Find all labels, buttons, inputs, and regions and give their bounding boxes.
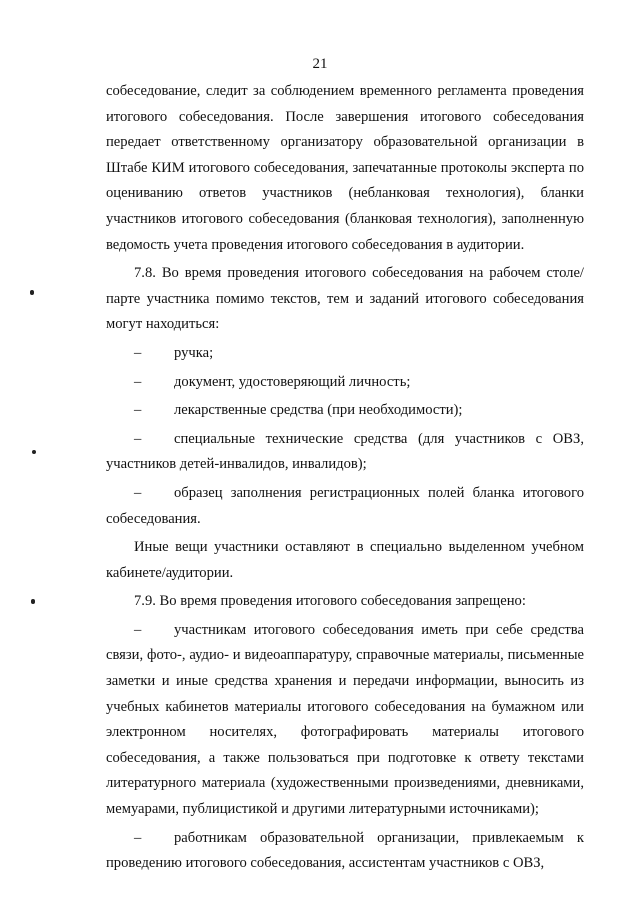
dash-bullet: –	[134, 430, 142, 447]
paragraph-continuation: собеседование, следит за соблюдением временного регламента проведения итогового собеседования. После завершения итогового собеседования передает ответственному организатору образовательной организации в Штабе КИМ итогового собеседования, запечатанные протоколы эксперта по оцениванию ответов участников (небланковая технология), бланки участников итогового собеседования (бланковая технология), заполненную ведомость учета проведения итогового собеседования в аудитории.	[106, 83, 584, 253]
list-item-id-document	[106, 370, 584, 396]
dash-bullet: –	[134, 373, 142, 390]
paragraph-7-9: 7.9. Во время проведения итогового собеседования запрещено:	[134, 593, 526, 610]
list-item-text: специальные технические средства (для участников с ОВЗ, участников детей-инвалидов, инвалидов);	[106, 430, 584, 473]
dash-bullet: –	[134, 621, 142, 638]
paragraph-other-items: Иные вещи участники оставляют в специально выделенном учебном кабинете/аудитории.	[106, 539, 584, 581]
page-number: 21	[312, 56, 328, 72]
list-item-special-means	[106, 427, 584, 478]
dash-bullet: –	[134, 829, 142, 846]
margin-mark	[31, 599, 35, 604]
dash-bullet: –	[134, 402, 142, 419]
margin-mark	[32, 450, 36, 454]
margin-mark	[30, 290, 34, 295]
dash-bullet: –	[134, 484, 142, 501]
list-item-text: образец заполнения регистрационных полей бланка итогового собеседования.	[106, 484, 584, 527]
document-body	[106, 79, 584, 877]
list-item-sample-form	[106, 481, 584, 532]
list-item-staff-prohibited	[106, 826, 584, 877]
list-item-pen	[106, 341, 584, 367]
list-item-text: лекарственные средства (при необходимости);	[174, 402, 463, 419]
list-item-text: работникам образовательной организации, привлекаемым к проведению итогового собеседования, ассистентам участников с ОВЗ,	[106, 829, 584, 872]
list-item-medicine	[106, 398, 584, 424]
list-item-participants-prohibited	[106, 618, 584, 823]
paragraph-7-8: 7.8. Во время проведения итогового собеседования на рабочем столе/парте участника помимо текстов, тем и заданий итогового собеседования могут находиться:	[106, 265, 584, 333]
list-item-text: документ, удостоверяющий личность;	[174, 373, 411, 390]
list-item-text: ручка;	[174, 344, 214, 361]
list-item-text: участникам итогового собеседования иметь при себе средства связи, фото-, аудио- и видеоаппаратуру, справочные материалы, письменные заметки и иные средства хранения и передачи информации, выносить из учебных кабинетов материалы итогового собеседования на бумажном или электронном носителях, фотографировать материалы итогового собеседования, а также пользоваться при подготовке к ответу текстами литературного материала (художественными произведениями, дневниками, мемуарами, публицистикой и другими литературными источниками);	[106, 621, 584, 818]
dash-bullet: –	[134, 344, 142, 361]
